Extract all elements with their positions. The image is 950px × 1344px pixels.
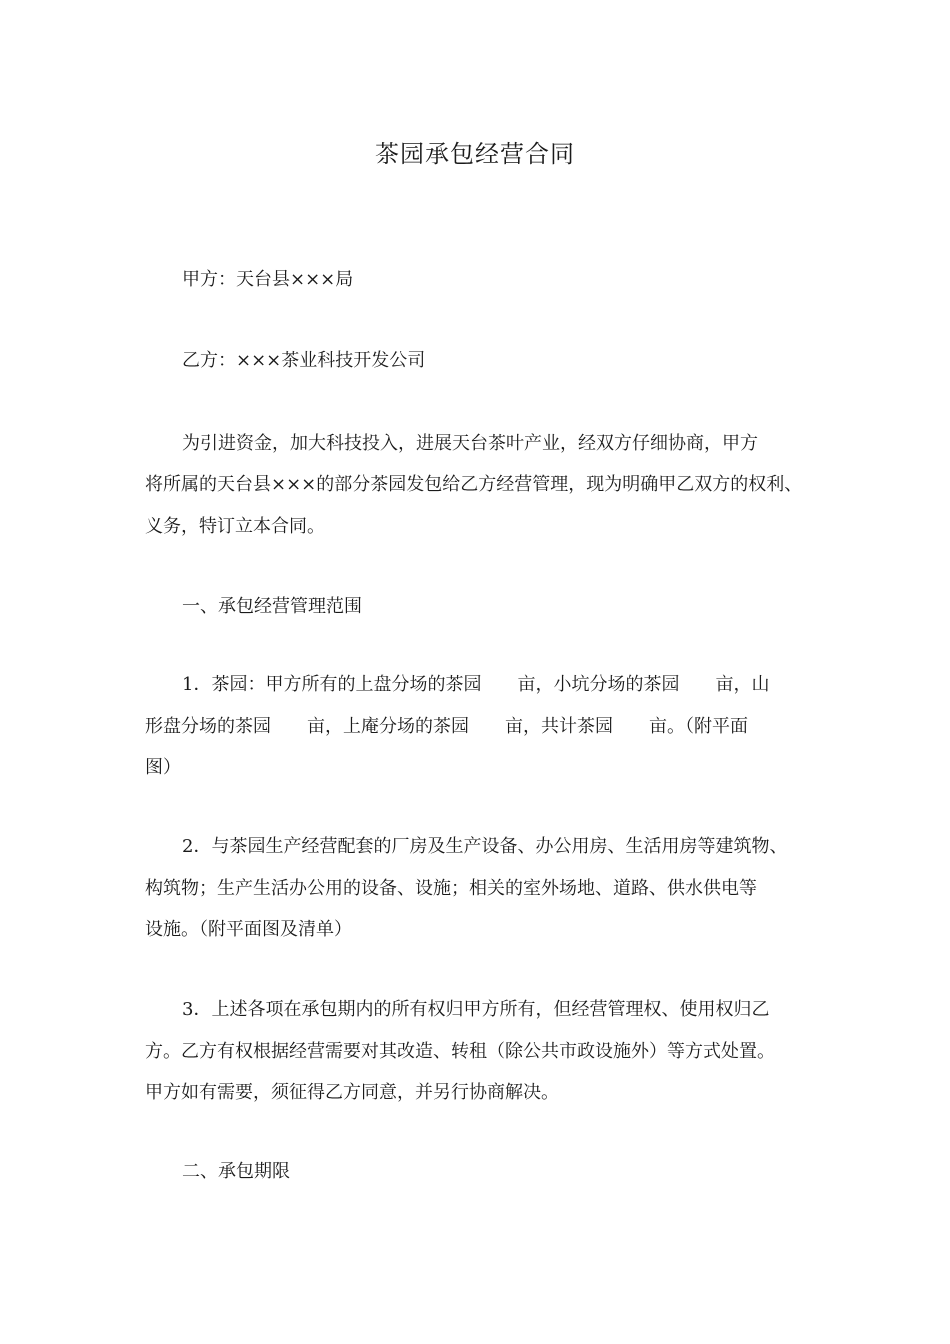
item-2-line-3: 设施。（附平面图及清单）	[145, 919, 352, 940]
preamble-line-3: 义务，特订立本合同。	[145, 516, 325, 537]
item-3-line-1: 3．上述各项在承包期内的所有权归甲方所有，但经营管理权、使用权归乙	[182, 999, 770, 1020]
preamble-line-2: 将所属的天台县×××的部分茶园发包给乙方经营管理，现为明确甲乙双方的权利、	[145, 474, 803, 495]
item-1-text-b: 亩，小坑分场的茶园	[517, 674, 680, 695]
section-2-heading: 二、承包期限	[182, 1161, 290, 1182]
item-3-line-3: 甲方如有需要，须征得乙方同意，并另行协商解决。	[145, 1082, 559, 1103]
item-1-text-a: 1．茶园：甲方所有的上盘分场的茶园	[182, 674, 482, 695]
document-title: 茶园承包经营合同	[375, 140, 575, 168]
item-1-text-c: 亩，山	[715, 674, 770, 695]
preamble-line-1: 为引进资金，加大科技投入，进展天台茶叶产业，经双方仔细协商，甲方	[182, 433, 758, 454]
item-1-line-1	[182, 670, 862, 696]
item-2-line-1: 2．与茶园生产经营配套的厂房及生产设备、办公用房、生活用房等建筑物、	[182, 836, 788, 857]
section-1-heading: 一、承包经营管理范围	[182, 596, 362, 617]
item-1-text-f: 亩，共计茶园	[505, 716, 613, 737]
item-1-text-e: 亩，上庵分场的茶园	[307, 716, 469, 737]
party-a: 甲方：天台县×××局	[182, 269, 354, 290]
item-2-line-2: 构筑物；生产生活办公用的设备、设施；相关的室外场地、道路、供水供电等	[145, 878, 757, 899]
party-b: 乙方：×××茶业科技开发公司	[182, 350, 426, 371]
item-3-line-2: 方。乙方有权根据经营需要对其改造、转租（除公共市政设施外）等方式处置。	[145, 1041, 775, 1062]
item-1-text-d: 形盘分场的茶园	[145, 716, 271, 737]
item-1-line-2	[145, 712, 825, 738]
item-1-text-g: 亩。（附平面	[649, 716, 748, 737]
item-1-line-3: 图）	[145, 757, 181, 778]
